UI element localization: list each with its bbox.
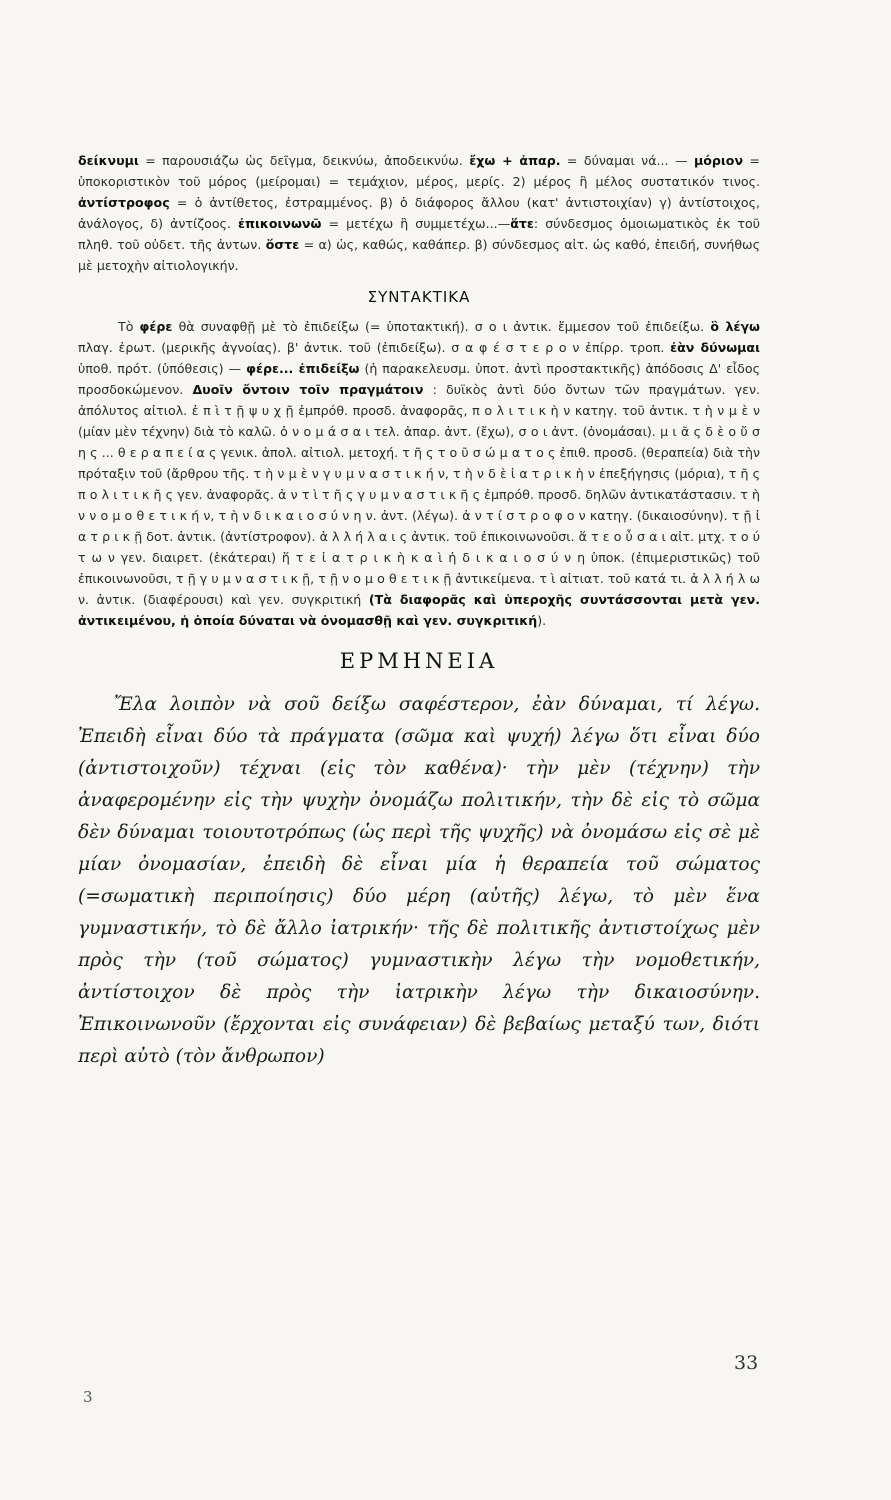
vocab-definition: = δύναμαι νά... — bbox=[560, 153, 694, 168]
interpretation-text: Ἔλα λοιπὸν νὰ σοῦ δείξω σαφέστερον, ἐὰν δύναμαι, τί λέγω. Ἐπειδὴ εἶναι δύο τὰ πράγματα (σῶμα καὶ ψυχή) λέγω ὅτι εἶναι δύο (ἀντιστοιχοῦν) τέχναι (εἰς τὸν καθένα)· τὴν μὲν (τέχνην) τὴν ἀναφερομένην εἰς τὴν ψυχὴν ὀνομάζω πολιτικήν, τὴν δὲ εἰς τὸ σῶμα δὲν δύναμαι τοιουτοτρόπως (ὡς περὶ τῆς ψυχῆς) νὰ ὀνομάσω εἰς σὲ μὲ μίαν ὀνομασίαν, ἐπειδὴ δὲ εἶναι μία ἡ θεραπεία τοῦ σώματος (=σωματικὴ περιποίησις) δύο μέρη (αὐτῆς) λέγω, τὸ μὲν ἕνα γυμναστικήν, τὸ δὲ ἄλλο ἰατρικήν· τῆς δὲ πολιτικῆς ἀντιστοίχως μὲν πρὸς τὴν (τοῦ σώματος) γυμναστικὴν λέγω τὴν νομοθετικήν, ἀντίστοιχον δὲ πρὸς τὴν ἰατρικὴν λέγω τὴν δικαιοσύνην. Ἐπικοινωνοῦν (ἔρχονται εἰς συνάφειαν) δὲ βεβαίως μεταξύ των, διότι περὶ αὐτὸ (τὸν ἄνθρωπον) bbox=[78, 694, 760, 1067]
syntax-text: Τὸ bbox=[118, 319, 140, 334]
vocab-term: μόριον bbox=[693, 153, 744, 168]
syntax-rule: (Τὰ διαφορᾶς καὶ ὑπεροχῆς συντάσσονται μετὰ γεν. ἀντικειμένου, ἡ ὁποία δύναται νὰ ὀνομασθῇ καὶ γεν. συγκριτική bbox=[78, 592, 760, 628]
syntax-text: (ἡ παρακελευσμ. ὑποτ. ἀντὶ προστακτικῆς) ἀπόδοσις Δ' εἶδος προσδοκώμενον. bbox=[78, 361, 760, 397]
syntax-text: πλαγ. ἐρωτ. (μερικῆς ἀγνοίας). β' ἀντικ. τοῦ (ἐπιδείξω). σ α φ έ σ τ ε ρ ο ν ἐπίρρ. τροπ. bbox=[78, 340, 671, 355]
vocab-term: ἅτε bbox=[510, 216, 534, 231]
vocab-term: ἔχω + ἀπαρ. bbox=[469, 153, 561, 168]
vocab-term: ἐπικοινωνῶ bbox=[238, 216, 322, 231]
vocab-term: ἀντίστροφος bbox=[78, 195, 170, 210]
vocab-definition: = παρουσιάζω ὡς δεῖγμα, δεικνύω, ἀποδεικνύω. bbox=[138, 153, 470, 168]
vocab-term: ὅστε bbox=[265, 237, 300, 252]
syntax-term: ἐὰν δύνωμαι bbox=[670, 340, 760, 355]
page-content bbox=[78, 150, 760, 1073]
syntax-text: : δυϊκὸς ἀντὶ δύο ὄντων τῶν πραγμάτων. γεν. ἀπόλυτος αἰτιολ. ἐ π ὶ τ ῇ ψ υ χ ῇ ἐμπρόθ. προσδ. ἀναφορᾶς, π ο λ ι τ ι κ ὴ ν κατηγ. τοῦ ἀντικ. τ ὴ ν μ ὲ ν (μίαν μὲν τέχνην) διὰ τὸ καλῶ. ὀ ν ο μ ά σ α ι τελ. ἀπαρ. ἀντ. (ἔχω), σ ο ι ἀντ. (ὀνομάσαι). μ ι ᾶ ς δ ὲ ο ὔ σ η ς ... θ ε ρ α π ε ί α ς γενικ. ἀπολ. αἰτιολ. μετοχή. τ ῆ ς τ ο ῦ σ ώ μ α τ ο ς ἐπιθ. προσδ. (θεραπεία) διὰ τὴν πρόταξιν τοῦ (ἄρθρου τῆς. τ ὴ ν μ ὲ ν γ υ μ ν α σ τ ι κ ή ν, τ ὴ ν δ ὲ ἰ α τ ρ ι κ ὴ ν ἐπεξήγησις (μόρια), τ ῆ ς π ο λ ι τ ι κ ῆ ς γεν. ἀναφορᾶς. ἀ ν τ ὶ τ ῆ ς γ υ μ ν α σ τ ι κ ῆ ς ἐμπρόθ. προσδ. δηλῶν ἀντικατάστασιν. τ ὴ ν ν ο μ ο θ ε τ ι κ ή ν, τ ὴ ν δ ι κ α ι ο σ ύ ν η ν. ἀντ. (λέγω). ἀ ν τ ί σ τ ρ ο φ ο ν κατηγ. (δικαιοσύνην). τ ῇ ἰ α τ ρ ι κ ῇ δοτ. ἀντικ. (ἀντίστροφον). ἀ λ λ ή λ α ι ς ἀντικ. τοῦ ἐπικοινωνοῦσι. ἅ τ ε ο ὖ σ α ι αἰτ. μτχ. τ ο ύ τ ω ν γεν. διαιρετ. (ἑκάτεραι) ἥ τ ε ἰ α τ ρ ι κ ὴ κ α ὶ ἡ δ ι κ α ι ο σ ύ ν η ὑποκ. (ἐπιμεριστικῶς) τοῦ ἐπικοινωνοῦσι, τ ῇ γ υ μ ν α σ τ ι κ ῇ, τ ῇ ν ο μ ο θ ε τ ι κ ῇ ἀντικείμενα. τ ὶ αἰτιατ. τοῦ κατά τι. ἀ λ λ ή λ ω ν. ἀντικ. (διαφέρουσι) καὶ γεν. συγκριτική bbox=[78, 382, 760, 607]
vocab-definition: = ὑποκοριστικὸν τοῦ μόρος (μείρομαι) = τεμάχιον, μέρος, μερίς. 2) μέρος ἢ μέλος συστατικόν τινος. bbox=[78, 153, 760, 189]
syntax-text: ). bbox=[537, 613, 547, 628]
vocab-term: δείκνυμι bbox=[78, 153, 139, 168]
vocab-definition: = μετέχω ἢ συμμετέχω...— bbox=[321, 216, 511, 231]
syntax-notes bbox=[78, 316, 760, 631]
syntax-term: φέρε bbox=[139, 319, 173, 334]
vocabulary-notes bbox=[78, 150, 760, 276]
syntax-term: φέρε... ἐπιδείξω bbox=[246, 361, 360, 376]
syntax-text: θὰ συναφθῇ μὲ τὸ ἐπιδείξω (= ὑποτακτική). σ ο ι ἀντικ. ἔμμεσον τοῦ ἐπιδείξω. bbox=[172, 319, 711, 334]
vocab-definition: = α) ὡς, καθώς, καθάπερ. β) σύνδεσμος αἰτ. ὡς καθό, ἐπειδή, συνήθως μὲ μετοχὴν αἰτιολογικήν. bbox=[78, 237, 760, 273]
interpretation-heading: ΕΡΜΗΝΕΙΑ bbox=[339, 649, 499, 673]
syntax-term: ὃ λέγω bbox=[710, 319, 760, 334]
syntax-text: ὑποθ. πρότ. (ὑπόθεσις) — bbox=[78, 361, 247, 376]
vocab-definition: : σύνδεσμος ὁμοιωματικὸς ἐκ τοῦ πληθ. τοῦ οὐδετ. τῆς ἀντων. bbox=[78, 216, 761, 252]
signature-mark: 3 bbox=[83, 1388, 93, 1406]
vocab-definition: = ὁ ἀντίθετος, ἐστραμμένος. β) ὁ διάφορος ἄλλου (κατ' ἀντιστοιχίαν) γ) ἀντίστοιχος, ἀνάλογος, δ) ἀντίζοος. bbox=[78, 195, 760, 231]
page-number: 33 bbox=[734, 1352, 759, 1374]
syntax-term: Δυοῖν ὄντοιν τοῖν πραγμάτοιν bbox=[192, 382, 424, 397]
syntax-heading: ΣΥΝΤΑΚΤΙΚΑ bbox=[367, 288, 471, 306]
